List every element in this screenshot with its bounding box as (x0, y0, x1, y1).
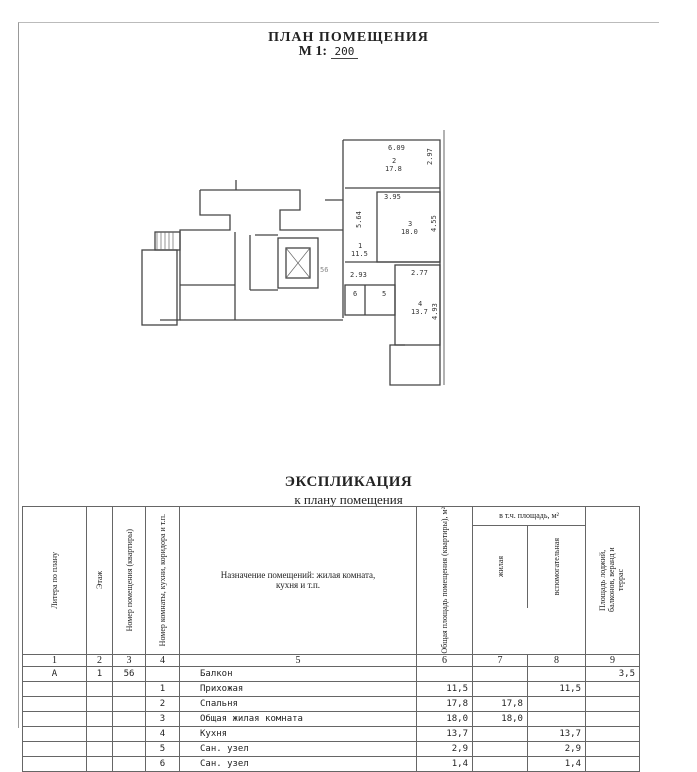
plan-title: ПЛАН ПОМЕЩЕНИЯ (268, 30, 429, 45)
cell-litera (23, 741, 87, 756)
explication-table (22, 506, 640, 772)
cell-living (473, 741, 528, 756)
cell-auxiliary (527, 711, 585, 726)
room-number: 4 (418, 300, 423, 308)
cell-living (473, 666, 528, 681)
cell-litera (23, 696, 87, 711)
cell-litera (23, 681, 87, 696)
dim-label: 2.93 (350, 271, 367, 279)
cell-name: Сан. узел (180, 741, 417, 756)
cell-apartment: 56 (113, 666, 146, 681)
cell-name: Прихожая (180, 681, 417, 696)
cell-apartment (113, 756, 146, 771)
cell-room: 3 (146, 711, 180, 726)
cell-apartment (113, 681, 146, 696)
cell-total: 11,5 (417, 681, 473, 696)
cell-apartment (113, 696, 146, 711)
cell-name: Спальня (180, 696, 417, 711)
cell-litera (23, 756, 87, 771)
col-number: 2 (87, 654, 113, 666)
cell-balcony (586, 711, 640, 726)
room-area: 11.5 (351, 250, 368, 258)
cell-name: Кухня (180, 726, 417, 741)
table-row (23, 711, 640, 726)
cell-balcony (586, 756, 640, 771)
cell-total (417, 666, 473, 681)
cell-living: 17,8 (473, 696, 528, 711)
header-floor: Этаж (95, 571, 104, 590)
table-row (23, 681, 640, 696)
cell-total: 2,9 (417, 741, 473, 756)
explication-subtitle: к плану помещения (294, 492, 403, 507)
room-number: 6 (353, 290, 358, 298)
cell-litera (23, 711, 87, 726)
cell-auxiliary: 1,4 (527, 756, 585, 771)
cell-living (473, 756, 528, 771)
cell-name: Общая жилая комната (180, 711, 417, 726)
cell-total: 1,4 (417, 756, 473, 771)
cell-name: Балкон (180, 666, 417, 681)
cell-balcony (586, 696, 640, 711)
cell-total: 17,8 (417, 696, 473, 711)
cell-living (473, 726, 528, 741)
room-number: 1 (358, 242, 363, 250)
explication-title: ЭКСПЛИКАЦИЯ (284, 474, 413, 490)
cell-auxiliary (527, 696, 585, 711)
dim-label: 4.55 (430, 215, 438, 232)
cell-room: 1 (146, 681, 180, 696)
header-room: Номер комнаты, кухни, коридора и т.п. (158, 514, 167, 647)
col-number: 5 (180, 654, 417, 666)
cell-total: 18,0 (417, 711, 473, 726)
cell-balcony (586, 726, 640, 741)
cell-floor: 1 (87, 666, 113, 681)
cell-balcony (586, 741, 640, 756)
cell-auxiliary (527, 666, 585, 681)
cell-auxiliary: 2,9 (527, 741, 585, 756)
room-area: 13.7 (411, 308, 428, 316)
header-total-area: Общая площадь помещения (квартиры), м² (440, 507, 449, 654)
dim-label: 5.64 (355, 211, 363, 228)
room-number: 3 (408, 220, 413, 228)
cell-room: 4 (146, 726, 180, 741)
cell-room (146, 666, 180, 681)
cell-floor (87, 681, 113, 696)
table-row (23, 741, 640, 756)
header-area-group-label: в т.ч. площадь, м² (473, 507, 585, 526)
dim-label: 2.97 (426, 148, 434, 165)
table-row (23, 756, 640, 771)
col-number: 9 (586, 654, 640, 666)
apartment-mark: 56 (320, 266, 329, 274)
scale-prefix: М 1: (298, 44, 327, 59)
cell-floor (87, 741, 113, 756)
table-row (23, 666, 640, 681)
cell-floor (87, 756, 113, 771)
dim-label: 3.95 (384, 193, 401, 201)
col-number: 6 (417, 654, 473, 666)
col-number: 8 (527, 654, 585, 666)
header-auxiliary: вспомогательная (552, 538, 561, 596)
cell-floor (87, 696, 113, 711)
header-litera: Литера по плану (50, 551, 59, 609)
cell-apartment (113, 711, 146, 726)
table-row (23, 726, 640, 741)
dim-label: 4.93 (431, 303, 439, 320)
cell-apartment (113, 726, 146, 741)
room-number: 5 (382, 290, 387, 298)
cell-living: 18,0 (473, 711, 528, 726)
cell-floor (87, 726, 113, 741)
room-area: 17.8 (385, 165, 402, 173)
room-area: 18.0 (401, 228, 418, 236)
cell-room: 2 (146, 696, 180, 711)
table-header (23, 507, 640, 655)
cell-room: 6 (146, 756, 180, 771)
cell-floor (87, 711, 113, 726)
cell-litera (23, 726, 87, 741)
col-number: 4 (146, 654, 180, 666)
header-balcony: Площадь лоджий, балконов, веранд и террас (597, 547, 625, 613)
column-numbers (23, 654, 640, 666)
cell-total: 13,7 (417, 726, 473, 741)
cell-apartment (113, 741, 146, 756)
dim-label: 2.77 (411, 269, 428, 277)
header-living: жилая (495, 556, 505, 578)
cell-litera: А (23, 666, 87, 681)
scale-value: 200 (331, 45, 359, 59)
cell-auxiliary: 13,7 (527, 726, 585, 741)
cell-room: 5 (146, 741, 180, 756)
header-area-group (473, 507, 586, 655)
room-number: 2 (392, 157, 397, 165)
table-row (23, 696, 640, 711)
col-number: 7 (473, 654, 528, 666)
cell-living (473, 681, 528, 696)
cell-auxiliary: 11,5 (527, 681, 585, 696)
cell-balcony: 3,5 (586, 666, 640, 681)
header-purpose: Назначение помещений: жилая комната, кухня и т.п. (180, 507, 417, 655)
cell-name: Сан. узел (180, 756, 417, 771)
header-apartment: Номер помещения (квартиры) (124, 529, 134, 632)
col-number: 1 (23, 654, 87, 666)
col-number: 3 (113, 654, 146, 666)
dim-label: 6.09 (388, 144, 405, 152)
cell-balcony (586, 681, 640, 696)
